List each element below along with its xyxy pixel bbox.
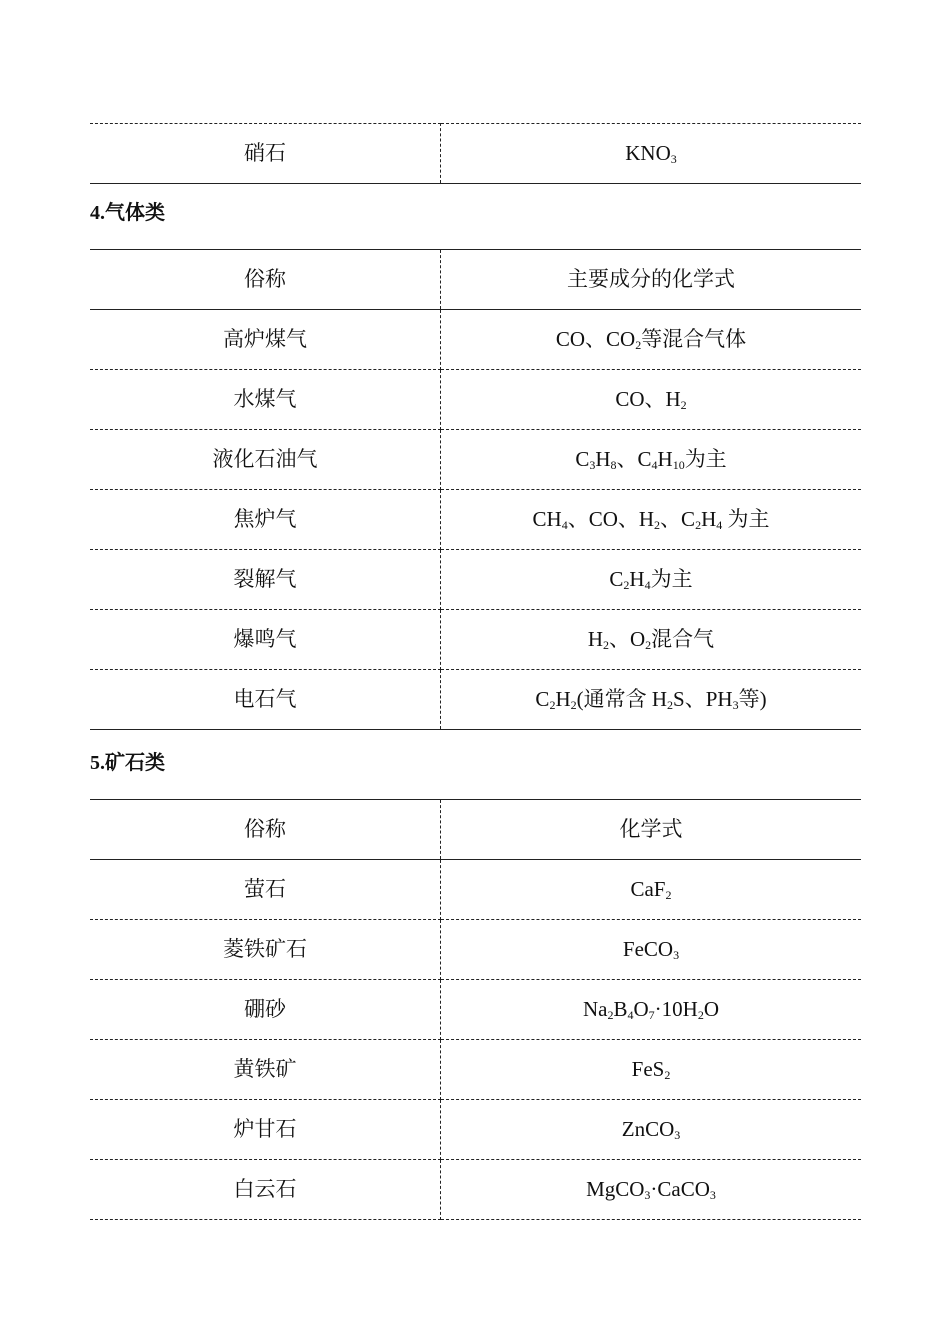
common-name-cell: 焦炉气 [90,490,441,550]
common-name-cell: 萤石 [90,860,441,920]
section-4-title: 气体类 [105,200,165,224]
table-row [90,610,861,670]
table-row [90,370,861,430]
formula-cell: MgCO$_3$·CaCO$_3$ [441,1160,862,1220]
table-row [90,980,861,1040]
table-row [90,310,861,370]
table-row [90,1160,861,1220]
ore-table-header-row [90,800,861,860]
common-name-cell: 硼砂 [90,980,441,1040]
common-name-cell: 硝石 [90,124,441,184]
section-5-title: 矿石类 [105,750,165,774]
table-row [90,670,861,730]
common-name-cell: 黄铁矿 [90,1040,441,1100]
table-row [90,430,861,490]
ore-table [90,799,861,1220]
table-row [90,550,861,610]
formula-cell: ZnCO$_3$ [441,1100,862,1160]
table-row [90,124,861,184]
section-4-number: 4. [90,202,105,224]
formula-cell: $C_2H_2$(通常含 $H_2S$、$PH_3$等) [441,670,862,730]
table-row [90,490,861,550]
table-row [90,1100,861,1160]
header-formula: 化学式 [441,800,862,860]
header-formula: 主要成分的化学式 [441,250,862,310]
common-name-cell: 炉甘石 [90,1100,441,1160]
header-common-name: 俗称 [90,800,441,860]
formula-cell: CO、$H_2$ [441,370,862,430]
gas-table [90,249,861,730]
gas-table-header-row [90,250,861,310]
formula-cell: $Na_2B_4O_7\cdot 10H_2O$ [441,980,862,1040]
formula-cell: FeCO$_3$ [441,920,862,980]
section-5-number: 5. [90,752,105,774]
common-name-cell: 液化石油气 [90,430,441,490]
common-name-cell: 爆鸣气 [90,610,441,670]
header-common-name: 俗称 [90,250,441,310]
common-name-cell: 菱铁矿石 [90,920,441,980]
common-name-cell: 电石气 [90,670,441,730]
common-name-cell: 裂解气 [90,550,441,610]
formula-cell: $C_3H_8$、$C_4H_{10}$为主 [441,430,862,490]
table-row [90,860,861,920]
formula-cell: FeS$_2$ [441,1040,862,1100]
formula-cell: CO、$CO_2$等混合气体 [441,310,862,370]
ore-table-body [90,800,861,1220]
common-name-cell: 高炉煤气 [90,310,441,370]
formula-cell: $CH_4$、CO、$H_2$、$C_2H_4$ 为主 [441,490,862,550]
formula-cell: $H_2$、$O_2$混合气 [441,610,862,670]
saltpeter-table [90,123,861,184]
formula-cell: CaF$_2$ [441,860,862,920]
section-4-heading [90,202,165,223]
formula-cell: $KNO_3$ [441,124,862,184]
common-name-cell: 白云石 [90,1160,441,1220]
gas-table-body [90,250,861,730]
common-name-cell: 水煤气 [90,370,441,430]
table-row [90,1040,861,1100]
formula-cell: $C_2H_4$为主 [441,550,862,610]
saltpeter-table-body [90,124,861,184]
table-row [90,920,861,980]
section-5-heading [90,752,165,773]
